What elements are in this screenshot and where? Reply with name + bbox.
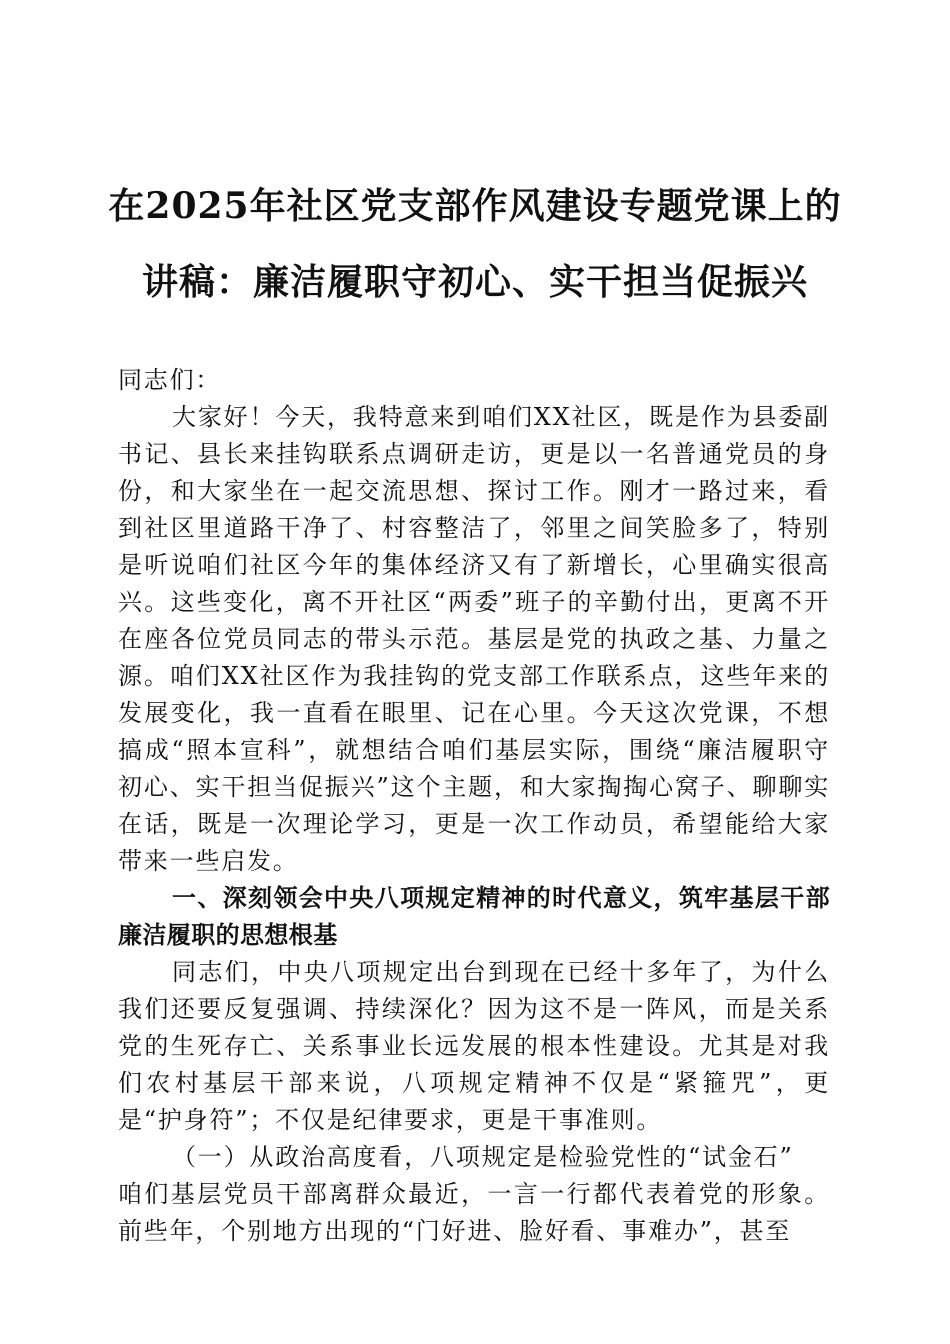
title-line-2: 讲稿：廉洁履职守初心、实干担当促振兴 <box>141 261 808 303</box>
document-title <box>90 168 860 320</box>
section-1-paragraph: 同志们，中央八项规定出台到现在已经十多年了，为什么我们还要反复强调、持续深化？因为这不是一阵风，而是关系党的生死存亡、关系事业长远发展的根本性建设。尤其是对我们农村基层干部来说，八项规定精神不仅是“紧箍咒”，更是“护身符”；不仅是纪律要求，更是干事准则。 <box>118 958 830 1134</box>
intro-paragraph: 大家好！今天，我特意来到咱们XX社区，既是作为县委副书记、县长来挂钩联系点调研走访，更是以一名普通党员的身份，和大家坐在一起交流思想、探讨工作。刚才一路过来，看到社区里道路干净了、村容整洁了，邻里之间笑脸多了，特别是听说咱们社区今年的集体经济又有了新增长，心里确实很高兴。这些变化，离不开社区“两委”班子的辛勤付出，更离不开在座各位党员同志的带头示范。基层是党的执政之基、力量之源。咱们XX社区作为我挂钩的党支部工作联系点，这些年来的发展变化，我一直看在眼里、记在心里。今天这次党课，不想搞成“照本宣科”，就想结合咱们基层实际，围绕“廉洁履职守初心、实干担当促振兴”这个主题，和大家掏掏心窝子、聊聊实在话，既是一次理论学习，更是一次工作动员，希望能给大家带来一些启发。 <box>118 403 830 875</box>
subsection-1-paragraph: 咱们基层党员干部离群众最近，一言一行都代表着党的形象。前些年，个别地方出现的“门好进、脸好看、事难办”，甚至 <box>118 1180 830 1245</box>
section-1-heading: 一、深刻领会中央八项规定精神的时代意义，筑牢基层干部廉洁履职的思想根基 <box>118 884 830 949</box>
subsection-1-heading: （一）从政治高度看，八项规定是检验党性的“试金石” <box>172 1143 794 1171</box>
title-line-1: 在2025年社区党支部作风建设专题党课上的 <box>108 185 842 227</box>
document-body <box>118 362 830 1250</box>
salutation: 同志们： <box>118 366 222 394</box>
